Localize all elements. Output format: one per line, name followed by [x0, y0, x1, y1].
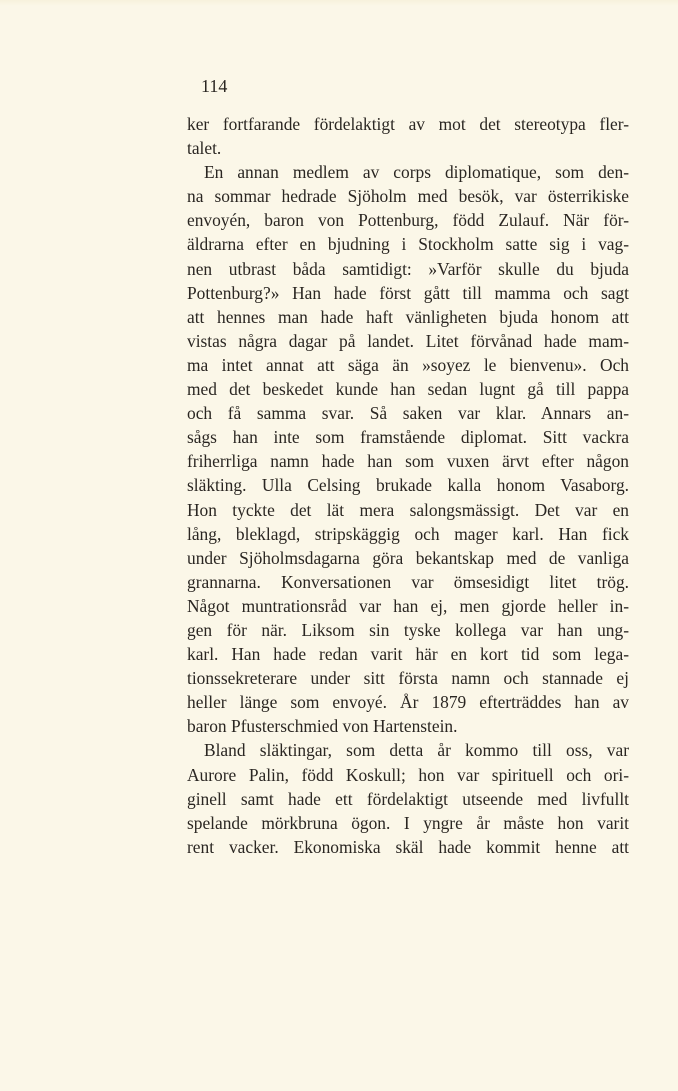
text-line: heller länge som envoyé. År 1879 efterträddes han av [187, 692, 629, 713]
text-line: baron Pfusterschmied von Hartenstein. [187, 716, 458, 737]
text-line: och få samma svar. Så saken var klar. Annars an- [187, 403, 629, 424]
text-line: med det beskedet kunde han sedan lugnt gå till pappa [187, 379, 629, 400]
body-text [187, 112, 629, 859]
text-line: Hon tyckte det lät mera salongsmässigt. Det var en [187, 499, 629, 520]
text-line: rent vacker. Ekonomiska skäl hade kommit henne att [187, 836, 629, 857]
text-line: spelande mörkbruna ögon. I yngre år måste hon varit [187, 812, 629, 833]
text-line: Något muntrationsråd var han ej, men gjorde heller in- [187, 595, 629, 616]
text-line: talet. [187, 138, 222, 159]
text-line: släkting. Ulla Celsing brukade kalla honom Vasaborg. [187, 475, 629, 496]
text-line: friherrliga namn hade han som vuxen ärvt efter någon [187, 451, 629, 472]
text-line: na sommar hedrade Sjöholm med besök, var österrikiske [187, 186, 629, 207]
text-line: En annan medlem av corps diplomatique, som den- [204, 162, 629, 183]
page-number: 114 [201, 76, 228, 96]
text-line: lång, bleklagd, stripskäggig och mager karl. Han fick [187, 523, 629, 544]
text-line: Pottenburg?» Han hade först gått till mamma och sagt [187, 282, 629, 303]
text-line: ma intet annat att säga än »soyez le bienvenu». Och [187, 354, 629, 375]
text-line: äldrarna efter en bjudning i Stockholm satte sig i vag- [187, 234, 629, 255]
text-line: Aurore Palin, född Koskull; hon var spirituell och ori- [187, 764, 629, 785]
text-line: Bland släktingar, som detta år kommo till oss, var [204, 740, 629, 761]
text-line: vistas några dagar på landet. Litet förvånad hade mam- [187, 330, 629, 351]
text-line: sågs han inte som framstående diplomat. Sitt vackra [187, 427, 629, 448]
text-line: grannarna. Konversationen var ömsesidigt litet trög. [187, 571, 629, 592]
text-line: att hennes man hade haft vänligheten bjuda honom att [187, 306, 629, 327]
text-line: tionssekreterare under sitt första namn och stannade ej [187, 668, 629, 689]
text-line: under Sjöholmsdagarna göra bekantskap med de vanliga [187, 547, 629, 568]
text-line: karl. Han hade redan varit här en kort tid som lega- [187, 644, 629, 665]
text-line: nen utbrast båda samtidigt: »Varför skulle du bjuda [187, 258, 629, 279]
text-line: ginell samt hade ett fördelaktigt utseende med livfullt [187, 788, 629, 809]
text-line: envoyén, baron von Pottenburg, född Zulauf. När för- [187, 210, 629, 231]
text-line: ker fortfarande fördelaktigt av mot det stereotypa fler- [187, 114, 629, 134]
text-line: gen för när. Liksom sin tyske kollega var han ung- [187, 619, 629, 640]
